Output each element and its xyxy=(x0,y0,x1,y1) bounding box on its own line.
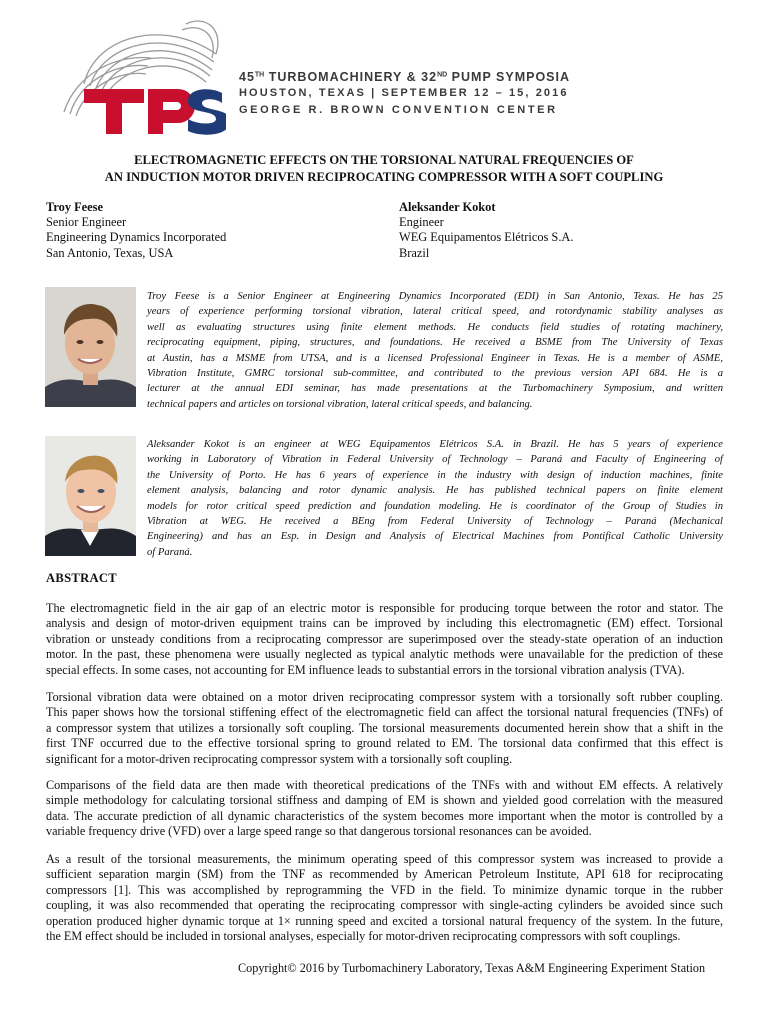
author-block-1 xyxy=(46,200,226,261)
logo-letter-p xyxy=(148,89,195,134)
author-location: Brazil xyxy=(399,245,430,260)
symposia-line: 45TH TURBOMACHINERY & 32ND PUMP SYMPOSIA xyxy=(239,70,571,84)
abstract-heading: ABSTRACT xyxy=(46,571,117,585)
author-location: San Antonio, Texas, USA xyxy=(46,245,174,260)
symposia-location: HOUSTON, TEXAS | SEPTEMBER 12 – 15, 2016 xyxy=(239,87,569,99)
author-org: Engineering Dynamics Incorporated xyxy=(46,230,227,245)
author-name: Troy Feese xyxy=(46,200,103,214)
abstract-paragraph-4: As a result of the torsional measurements, the minimum operating speed of this compressor system was increased to provide a sufficient separation margin (SM) from the TNF as recommended by American Petroleum Institute, API 618 for reciprocating compressors [1]. This was accomplished by reprogramming the VFD in the field. To minimize dynamic torque in the rubber coupling, it was also recommended that operating the reciprocating compressor with single-acting cylinders be avoided since such operation produced higher dynamic torque at 1× running speed and excited a torsional natural frequency of the system. In the future, the EM effect should be included in torsional analyses, especially for motor-driven reciprocating compressors with soft couplings. xyxy=(46,852,723,944)
bio-aleksander-kokot: Aleksander Kokot is an engineer at WEG Equipamentos Elétricos S.A. in Brazil. He has 5 years of experience working in Laboratory of Vibration in Federal University of Technology – Paraná and Faculty of Engineering of the University of Porto. He has 6 years of experience in the industry with design of induction machines, finite element analysis, balancing and rotor dynamic analysis. He has published technical papers on finite element models for rotor critical speed prediction and foundation modeling. He is coordinator of the Group of Studies in Vibration at WEG. He received a BEng from Federal University of Technology – Paraná (Mechanical Engineering) and has an Esp. in Design and Analysis of Electrical Machines from Pontifical Catholic University of Paraná. xyxy=(147,439,723,558)
paper-title-line-2: AN INDUCTION MOTOR DRIVEN RECIPROCATING COMPRESSOR WITH A SOFT COUPLING xyxy=(104,170,664,184)
author-photo-troy-feese xyxy=(45,287,136,407)
symposium-logo xyxy=(56,14,226,139)
abstract-paragraph-1: The electromagnetic field in the air gap of an electric motor is responsible for producing torque between the rotor and stator. The analysis and design of motor-driven equipment trains can be improved by including this electromagnetic (EM) effect. Torsional vibration or unsteady conditions from a reciprocating compressor are superimposed over the steady-state operation of an induction motor. In the past, these phenomena were usually neglected as typical analytic methods were unavailable for the prediction of these special effects. In some cases, not accounting for EM influence leads to substantial errors in the torsional vibration analysis (TVA). xyxy=(46,601,723,677)
paper-title-line-1: ELECTROMAGNETIC EFFECTS ON THE TORSIONAL NATURAL FREQUENCIES OF xyxy=(134,153,634,167)
author-role: Senior Engineer xyxy=(46,215,127,230)
author-role: Engineer xyxy=(399,215,444,230)
abstract-paragraph-3: Comparisons of the field data are then made with theoretical predications of the TNFs with and without EM effects. A relatively simple methodology for calculating torsional stiffness and damping of EM is shown and yielded good correlation with the measured data. The accurate prediction of all dynamic characteristics of the system becomes more important when the motor is controlled by a variable frequency drive (VFD) over a large speed range so that dangerous torsional resonances can be avoided. xyxy=(46,778,723,839)
symposia-venue: GEORGE R. BROWN CONVENTION CENTER xyxy=(239,104,558,116)
author-name: Aleksander Kokot xyxy=(399,200,496,214)
author-org: WEG Equipamentos Elétricos S.A. xyxy=(399,230,574,245)
abstract-paragraph-2: Torsional vibration data were obtained on a motor driven reciprocating compressor system with a torsionally soft rubber coupling. This paper shows how the torsional stiffening effect of the electromagnetic field can affect the torsional natural frequencies (TNFs) of a compressor system that utilizes a torsionally soft coupling. The torsional measurements documented herein show that a shift in the first TNF occurred due to the effective torsional spring to ground related to EM. The torsional data confirmed that this effect is significant for a motor-driven reciprocating compressor system with a torsionally soft coupling. xyxy=(46,690,723,766)
bio-troy-feese: Troy Feese is a Senior Engineer at Engineering Dynamics Incorporated (EDI) in San Antonio, Texas. He has 25 years of experience performing torsional vibration, lateral critical speed, and rotordynamic stability analyses as well as evaluating structures using finite element methods. He conducts field studies of rotating machinery, reciprocating equipment, piping, structures, and foundations. He received a BSME from The University of Texas at Austin, has a MSME from UTSA, and is a licensed Professional Engineer in Texas. He is a member of ASME, Vibration Institute, GMRC torsional sub-committee, and contributed to the previous version API 684. He is a lecturer at the annual EDI seminar, has made presentations at the Turbomachinery Symposium, and written technical papers and articles on torsional vibration, lateral critical speeds, and balancing. xyxy=(147,291,723,410)
copyright-footer: Copyright© 2016 by Turbomachinery Laboratory, Texas A&M Engineering Experiment Station xyxy=(238,961,706,975)
logo-letter-t-bar xyxy=(84,89,144,103)
author-block-2 xyxy=(399,200,573,261)
author-photo-aleksander-kokot xyxy=(45,436,136,556)
